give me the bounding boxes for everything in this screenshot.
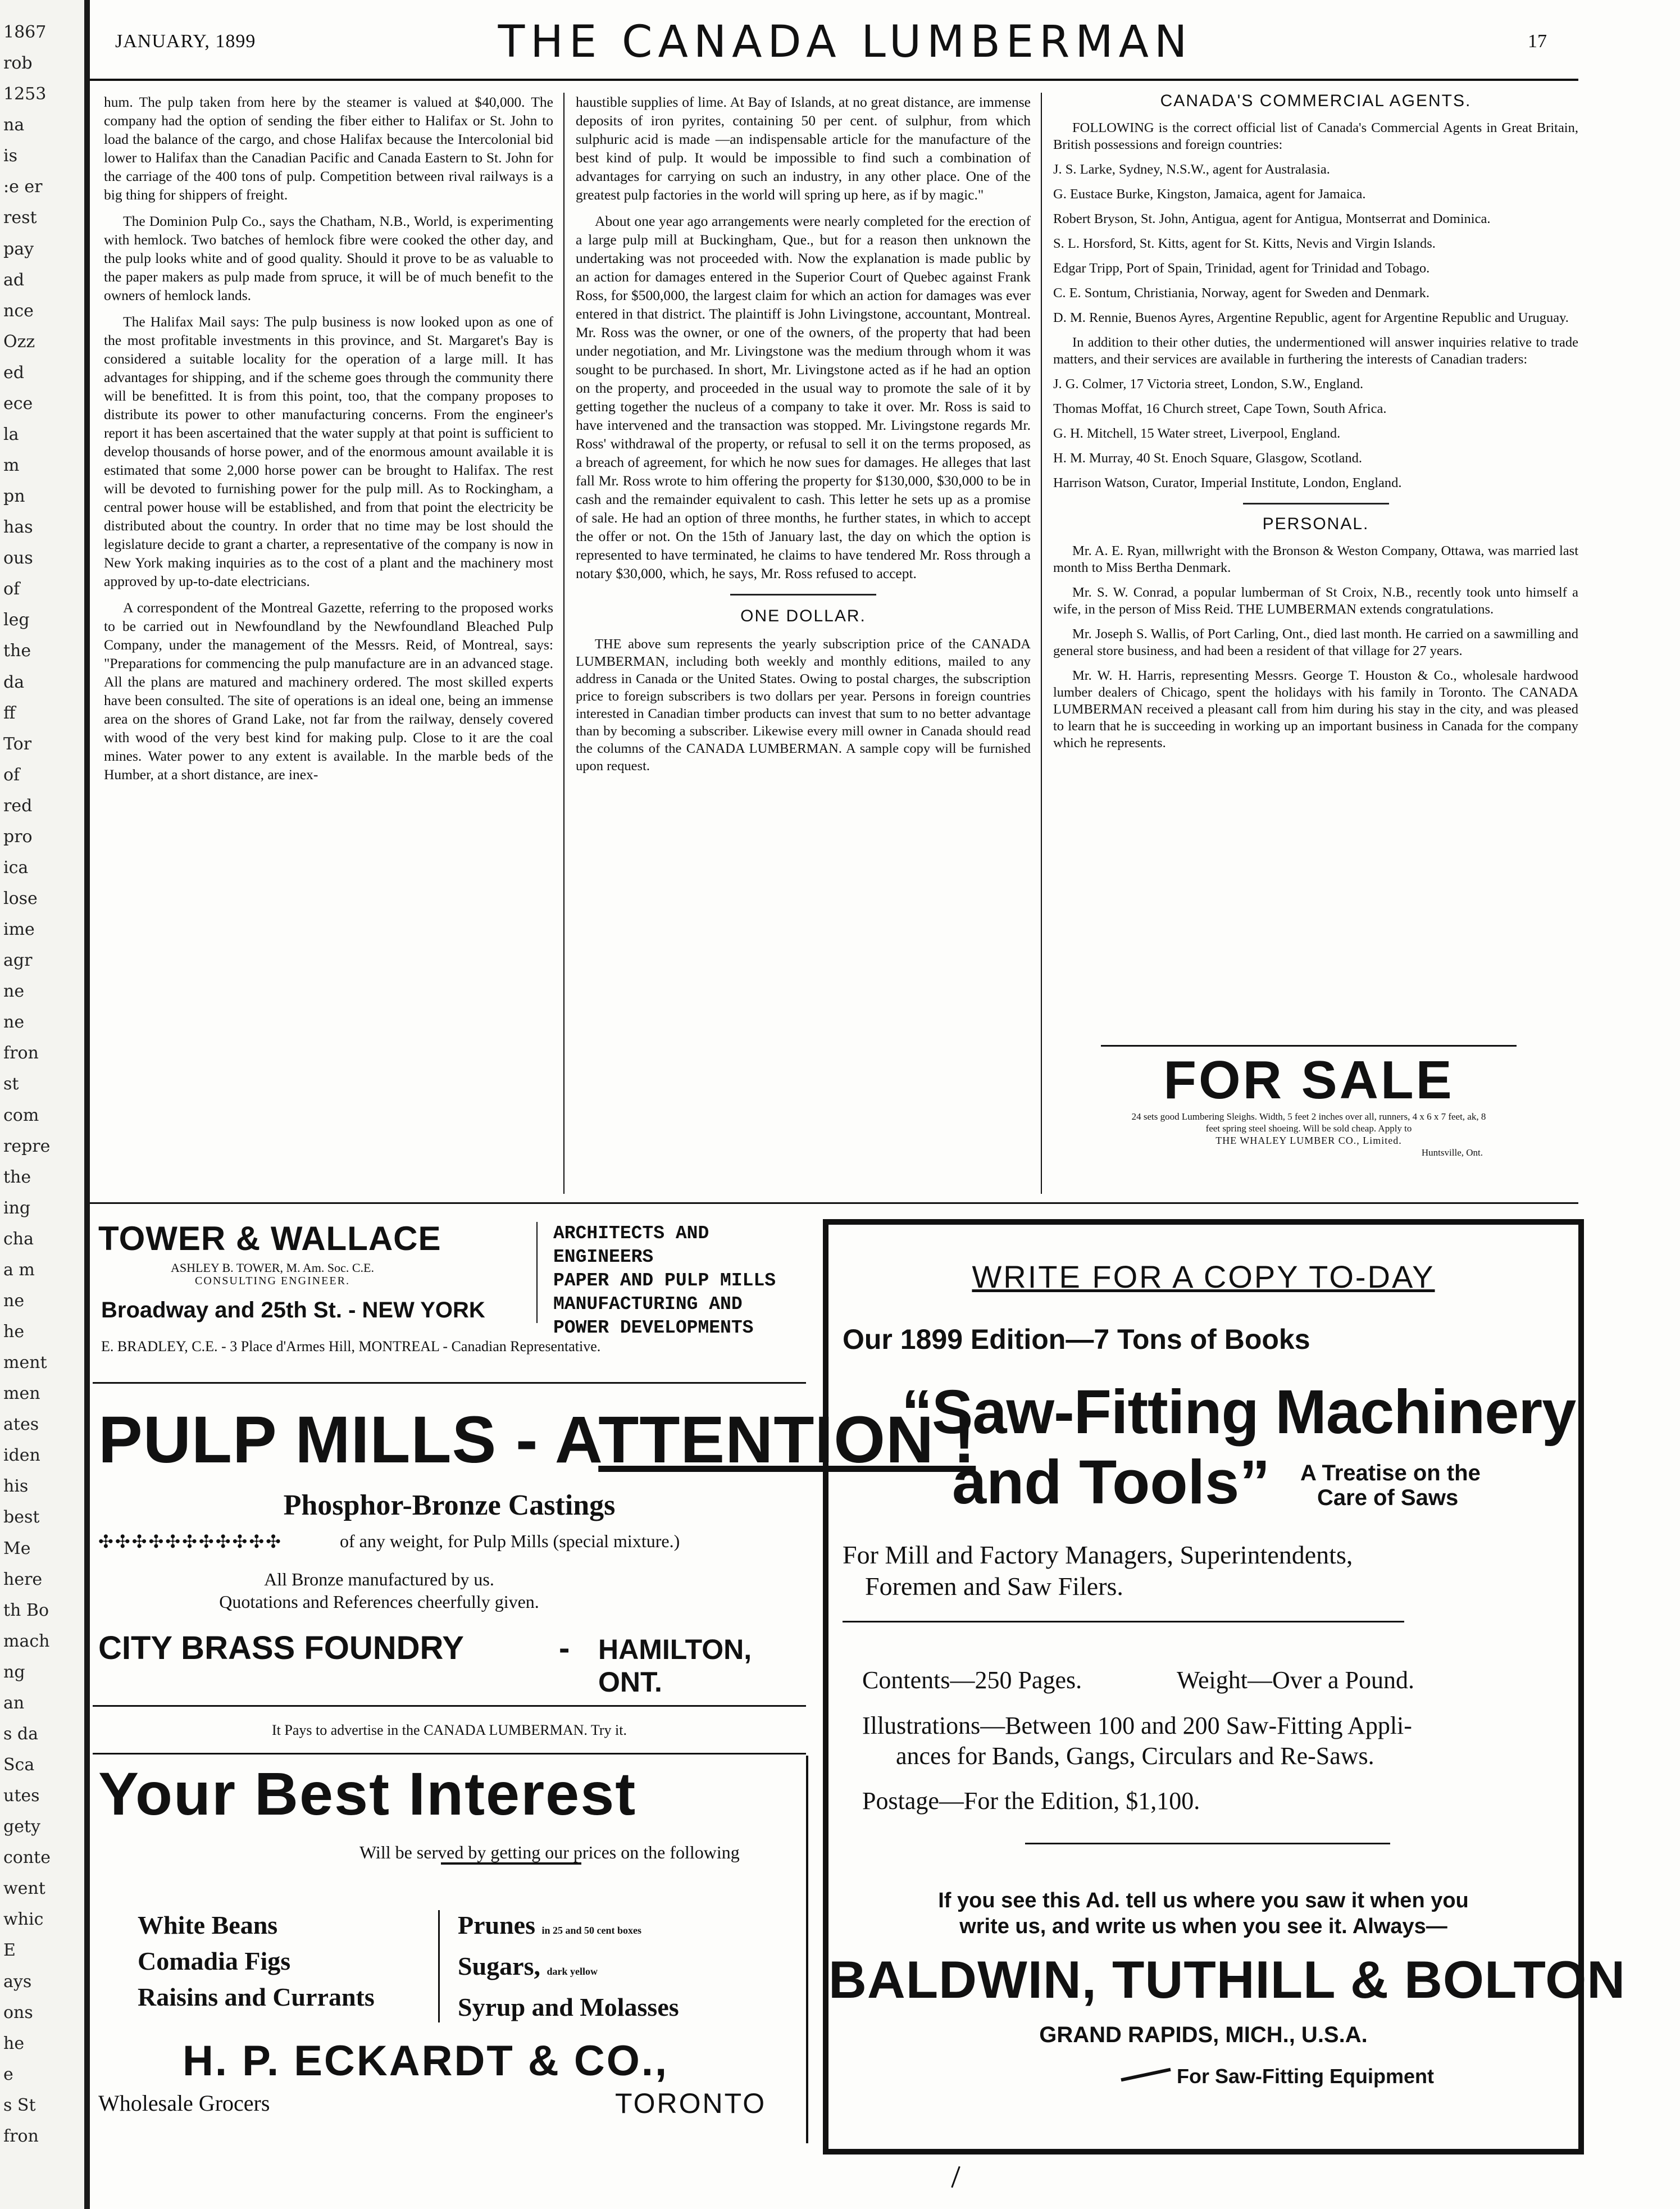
stray-mark — [951, 2166, 960, 2188]
binding-text-fragment: he — [3, 2033, 25, 2053]
binding-text-fragment: ed — [3, 362, 24, 383]
baldwin-company: BALDWIN, TUTHILL & BOLTON — [828, 1950, 1626, 2009]
baldwin-weight: Weight—Over a Pound. — [1177, 1666, 1414, 1694]
item-note: in 25 and 50 cent boxes — [541, 1925, 642, 1936]
binding-text-fragment: rob — [3, 53, 33, 74]
baldwin-write — [828, 1258, 1578, 1295]
binding-text-fragment: repre — [3, 1136, 51, 1156]
tower-sub2: CONSULTING ENGINEER. — [195, 1275, 350, 1287]
if-line: write us, and write us when you see it. Always— — [959, 1915, 1447, 1938]
paragraph: The Halifax Mail says: The pulp business is now looked upon as one of the most profitable investments in this province, and St. Margaret's Bay is considered a suitable locality for the operation of a large mill. It has advantages for shipping, and if the scheme goes through the community there will be benefitted. It is from this point, too, that the company proposes to distribute its power to other manufacturing concerns. From the engineer's report it has been ascertained that the water supply at that point is sufficient to develop thousands of horse power, and of the enormous amount available it is estimated that some 2,000 horse power can be brought to Halifax. The rest will be devoted to furnishing power for the pulp mill. As to Rockingham, a central power house will be established, and from that point the electricity be distributed about the country. In order that no time may be lost should the legislature decide to grant a charter, a representative of the company is now in New York making inquiries as to the cost of a plant and the machinery most approved by up-to-date electricians. — [104, 313, 553, 589]
baldwin-treatise — [1300, 1461, 1481, 1510]
binding-text-fragment: mach — [3, 1631, 50, 1651]
paragraph: Mr. Joseph S. Wallis, of Port Carling, Ont., died last month. He carried on a sawmilling and general store business, and had been a resident of that village for 27 years. — [1053, 626, 1578, 658]
paragraph: haustible supplies of lime. At Bay of Islands, at no great distance, are immense deposits of iron pyrites, containing 50 per cent. of sulphur, from which sulphuric acid is made —an indispensable article for the manufacture of the best kind of pulp. It would be impossible to find such a combination of advantages for carrying on such an industry, in any other place. One of the greatest pulp factories in the world will spring up here, as if by magic." — [576, 94, 1031, 203]
binding-text-fragment: he — [3, 1322, 25, 1342]
binding-text-fragment: ous — [3, 548, 33, 569]
for-sale-place: Huntsville, Ont. — [1421, 1147, 1483, 1158]
divider — [438, 1910, 440, 2022]
rule — [93, 1753, 806, 1755]
binding-text-fragment: best — [3, 1507, 40, 1528]
page-number: 17 — [1528, 31, 1547, 52]
binding-text-fragment: whic — [3, 1910, 44, 1930]
binding-text-fragment: an — [3, 1693, 25, 1713]
interest-city: TORONTO — [615, 2088, 767, 2119]
for-sale-text: 24 sets good Lumbering Sleighs. Width, 5 feet 2 inches over all, runners, 4 x 6 x 7 feet, ak, 8 feet spring steel shoeing. Will be sold cheap. Apply to — [1131, 1111, 1486, 1134]
paragraph: About one year ago arrangements were nearly completed for the erection of a large pulp mill at Buckingham, Que., but for a reason then unknown the undertaking was not proceeded with. Now the explanation is made public by an action for damages entered in the Superior Court of Quebec against Frank Ross, for $500,000, the largest claim for which an action for damages was ever entered in that district. The plaintiff is John Livingstone, accountant, Montreal. Mr. Ross was the owner, or one of the owners, of the property that had been under negotiation, and Mr. Livingstone was the medium through whom it was sought to be purchased. In short, Mr. Livingstone acted as if he had an option on the property, and proceeded in the usual way to promote the sale of it by getting together the nucleus of a company to take it over. Mr. Ross is said to have intervened and the transaction was stopped. Mr. Livingstone regards Mr. Ross' withdrawal of the property, or refusal to sell it on the terms proposed, as a breach of agreement, for which he now sues for damages. He alleges that last fall Mr. Ross wrote to him offering the property for $130,000, $30,000 to be in cash and the remainder equivalent to cash. This letter he sets up as a promise of sale. He had an option of three months, he further states, in which to accept the offer or not. On the 15th of January last, the day on which the option is represented to have terminated, he claims to have tendered Mr. Ross through a notary $30,000, which, he says, Mr. Ross refused to accept. — [576, 213, 1031, 581]
binding-text-fragment: la — [3, 424, 19, 444]
agents-list-2 — [1053, 376, 1578, 492]
rule — [1025, 1843, 1390, 1844]
column-2 — [576, 93, 1031, 783]
binding-text-fragment: st — [3, 1074, 19, 1094]
service-line: MANUFACTURING AND — [553, 1294, 743, 1315]
baldwin-city: GRAND RAPIDS, MICH., U.S.A. — [1039, 2022, 1368, 2047]
baldwin-title1: “Saw-Fitting Machinery — [902, 1378, 1576, 1447]
baldwin-illus — [862, 1711, 1412, 1771]
binding-text-fragment: men — [3, 1384, 40, 1404]
list-item: Raisins and Currants — [138, 1983, 375, 2011]
rule — [843, 1621, 1404, 1622]
column-rule — [563, 93, 564, 1194]
agents-addition: In addition to their other duties, the undermentioned will answer inquiries relative to trade matters, and their services are available in furthering the interests of Canadian traders: — [1053, 335, 1578, 367]
binding-text-fragment: ons — [3, 2002, 33, 2022]
pulp-city: HAMILTON, ONT. — [598, 1634, 752, 1698]
baldwin-for — [843, 1539, 1353, 1602]
list-item: S. L. Horsford, St. Kitts, agent for St. Kitts, Nevis and Virgin Islands. — [1053, 236, 1436, 251]
list-item: C. E. Sontum, Christiania, Norway, agent for Sweden and Denmark. — [1053, 285, 1429, 301]
binding-text-fragment: 1867 — [3, 22, 47, 42]
binding-text-fragment: ne — [3, 1290, 25, 1311]
write-line: WRITE FOR A COPY TO-DAY — [972, 1259, 1435, 1294]
binding-text-fragment: th Bo — [3, 1600, 49, 1620]
for-line: For Mill and Factory Managers, Superintendents, — [843, 1540, 1353, 1569]
binding-edge — [0, 0, 90, 2209]
list-item: Comadia Figs — [138, 1947, 291, 1975]
binding-text-fragment: agr — [3, 951, 33, 971]
binding-text-fragment: Me — [3, 1538, 31, 1558]
binding-text-fragment: Tor — [3, 734, 32, 754]
service-line: POWER DEVELOPMENTS — [553, 1317, 754, 1338]
treatise-line: A Treatise on the — [1300, 1461, 1481, 1485]
treatise-line: Care of Saws — [1317, 1485, 1459, 1510]
masthead-title: THE CANADA LUMBERMAN — [498, 17, 1193, 67]
list-item: G. Eustace Burke, Kingston, Jamaica, agent for Jamaica. — [1053, 187, 1366, 202]
interest-left-list — [138, 1907, 375, 2015]
ad-best-interest — [93, 1756, 808, 2143]
for-line: Foremen and Saw Filers. — [865, 1572, 1123, 1601]
binding-text-fragment: his — [3, 1476, 29, 1497]
divider — [730, 594, 876, 596]
for-sale-company: THE WHALEY LUMBER CO., Limited. — [1215, 1135, 1402, 1146]
baldwin-footer: For Saw-Fitting Equipment — [1177, 2065, 1434, 2088]
column-3 — [1053, 93, 1578, 760]
ads-rule — [90, 1202, 1578, 1204]
column-rule — [1041, 93, 1042, 1194]
binding-text-fragment: the — [3, 641, 31, 661]
binding-text-fragment: s St — [3, 2095, 36, 2115]
item-label: Syrup and Molasses — [458, 1993, 679, 2021]
agents-list — [1053, 161, 1578, 326]
one-dollar-text: THE above sum represents the yearly subscription price of the CANADA LUMBERMAN, including both weekly and monthly editions, mailed to any address in Canada or the United States. Owing to postal charges, the subscription price to foreign subscribers is two dollars per year. Persons in foreign countries interested in Canadian timber products can invest that sum to no better advantage than by becoming a subscriber. Likewise every mill owner in Canada should read the columns of the CANADA LUMBERMAN. A sample copy will be furnished upon request. — [576, 637, 1031, 774]
binding-text-fragment: the — [3, 1167, 31, 1187]
binding-text-fragment: is — [3, 146, 17, 166]
binding-text-fragment: a m — [3, 1260, 35, 1280]
list-item: White Beans — [138, 1911, 278, 1939]
divider — [1243, 503, 1389, 504]
paragraph: Mr. S. W. Conrad, a popular lumberman of St Croix, N.B., recently took unto himself a wife, in the person of Miss Reid. THE LUMBERMAN extends congratulations. — [1053, 585, 1578, 617]
agents-heading: CANADA'S COMMERCIAL AGENTS. — [1160, 92, 1472, 110]
baldwin-contents: Contents—250 Pages. — [862, 1666, 1082, 1694]
binding-text-fragment: nce — [3, 301, 34, 321]
binding-text-fragment: ne — [3, 981, 25, 1002]
headline-part: TTENTION ! — [598, 1403, 976, 1477]
binding-text-fragment: lose — [3, 889, 38, 909]
binding-text-fragment: red — [3, 796, 33, 816]
list-item: H. M. Murray, 40 St. Enoch Square, Glasgow, Scotland. — [1053, 451, 1363, 466]
tower-services — [553, 1222, 806, 1340]
agents-intro: FOLLOWING is the correct official list of Canada's Commercial Agents in Great Britain, British possessions and foreign countries: — [1053, 120, 1578, 152]
illus-line: Illustrations—Between 100 and 200 Saw-Fitting Appli- — [862, 1712, 1412, 1739]
header-rule — [90, 79, 1578, 81]
tower-address: Broadway and 25th St. - NEW YORK — [101, 1298, 485, 1322]
list-item: D. M. Rennie, Buenos Ayres, Argentine Republic, agent for Argentine Republic and Uruguay. — [1053, 310, 1569, 325]
if-line: If you see this Ad. tell us where you saw it when you — [938, 1889, 1469, 1912]
list-item — [458, 1907, 679, 1948]
interest-headline: Your Best Interest — [98, 1760, 637, 1828]
personal-heading: PERSONAL. — [1262, 515, 1369, 533]
interest-right-list — [458, 1907, 679, 2025]
pointer-rule — [441, 1862, 581, 1865]
pulp-foundry: CITY BRASS FOUNDRY — [98, 1630, 464, 1666]
pays-line: It Pays to advertise in the CANADA LUMBERMAN. Try it. — [272, 1722, 627, 1738]
list-item — [458, 1989, 679, 2025]
binding-text-fragment: ica — [3, 857, 29, 878]
paragraph: The Dominion Pulp Co., says the Chatham, N.B., World, is experimenting with hemlock. Two batches of hemlock fibre were cooked the other day, and the pulp looks white and of good quality. Should it prove to be as valuable to the paper makers as pulp made from spruce, it will be of much benefit to the owners of hemlock lands. — [104, 213, 553, 303]
binding-text-fragment: ff — [3, 703, 16, 723]
interest-company: H. P. ECKARDT & CO., — [183, 2037, 669, 2085]
binding-text-fragment: E — [3, 1940, 16, 1961]
pulp-line2: Quotations and References cheerfully given. — [219, 1592, 539, 1612]
headline-part: PULP MILLS - A — [98, 1403, 599, 1477]
binding-text-fragment: ne — [3, 1012, 25, 1033]
binding-text-fragment: Sca — [3, 1755, 35, 1775]
binding-text-fragment: ays — [3, 1971, 32, 1992]
paragraph: Mr. A. E. Ryan, millwright with the Bronson & Weston Company, Ottawa, was married last month to Miss Bertha Denmark. — [1053, 543, 1578, 575]
baldwin-title2: and Tools” — [952, 1448, 1271, 1517]
binding-text-fragment: ng — [3, 1662, 25, 1682]
binding-text-fragment: e — [3, 2064, 13, 2084]
header-date: JANUARY, 1899 — [115, 31, 256, 52]
for-sale-heading: FOR SALE — [1163, 1050, 1454, 1110]
pointing-hand-icon — [1121, 2068, 1171, 2082]
pulp-castings: Phosphor-Bronze Castings — [283, 1489, 616, 1521]
baldwin-postage: Postage—For the Edition, $1,100. — [862, 1787, 1200, 1815]
tower-rep: E. BRADLEY, C.E. - 3 Place d'Armes Hill, MONTREAL - Canadian Representative. — [101, 1338, 601, 1355]
binding-text-fragment: ment — [3, 1353, 47, 1373]
binding-text-fragment: pay — [3, 239, 34, 259]
pulp-stars: ✣✣✣✣✣✣✣✣✣✣✣ — [98, 1531, 283, 1552]
binding-text-fragment: ing — [3, 1198, 31, 1218]
list-item: J. S. Larke, Sydney, N.S.W., agent for Australasia. — [1053, 162, 1330, 177]
service-line: PAPER AND PULP MILLS — [553, 1270, 776, 1291]
binding-text-fragment: cha — [3, 1229, 34, 1249]
illus-line: ances for Bands, Gangs, Circulars and Re-Saws. — [896, 1742, 1374, 1770]
list-item: G. H. Mitchell, 15 Water street, Liverpool, England. — [1053, 426, 1341, 441]
ad-tower-wallace — [93, 1213, 806, 1384]
column-1 — [104, 93, 553, 792]
binding-text-fragment: has — [3, 517, 33, 538]
item-label: Prunes — [458, 1911, 535, 1939]
binding-text-fragment: na — [3, 115, 25, 135]
baldwin-if — [828, 1888, 1578, 1939]
binding-text-fragment: fron — [3, 2126, 39, 2146]
binding-text-fragment: went — [3, 1879, 45, 1899]
pulp-line1: All Bronze manufactured by us. — [264, 1569, 494, 1589]
item-note: dark yellow — [547, 1966, 598, 1977]
binding-text-fragment: :e er — [3, 177, 43, 197]
ad-baldwin — [823, 1219, 1626, 2155]
for-sale-ad — [1101, 1045, 1517, 1158]
binding-text-fragment: utes — [3, 1786, 40, 1806]
divider — [536, 1222, 538, 1323]
item-label: Sugars, — [458, 1952, 540, 1980]
binding-text-fragment: ime — [3, 920, 35, 940]
list-item: Edgar Tripp, Port of Spain, Trinidad, agent for Trinidad and Tobago. — [1053, 261, 1430, 276]
binding-text-fragment: here — [3, 1569, 43, 1589]
binding-text-fragment: pro — [3, 826, 33, 847]
baldwin-edition: Our 1899 Edition—7 Tons of Books — [843, 1324, 1310, 1355]
list-item: Thomas Moffat, 16 Church street, Cape Town, South Africa. — [1053, 401, 1387, 416]
binding-text-fragment: Ozz — [3, 331, 35, 352]
binding-text-fragment: m — [3, 456, 20, 475]
binding-text-fragment: ad — [3, 270, 25, 290]
paragraph: A correspondent of the Montreal Gazette, referring to the proposed works to be carried out in Newfoundland by the Newfoundland Bleached Pulp Company, under the management of the Messrs. Reid, of Montreal, says: "Preparations for commencing the pulp manufacture are in an advanced stage. All the plans are matured and machinery ordered. The most skilled experts have been consulted. The site of operations is an ideal one, being an immense area on the shores of Grand Lake, not far from the railway, densely covered with wood of the very best kind for making pulp. Close to it are the coal mines. Water power to any extent is available. In the marble beds of the Humber, at a short distance, are inex- — [104, 599, 553, 783]
tower-name: TOWER & WALLACE — [98, 1220, 441, 1257]
list-item: Robert Bryson, St. John, Antigua, agent for Antigua, Montserrat and Dominica. — [1053, 211, 1491, 226]
binding-text-fragment: pn — [3, 487, 25, 507]
binding-text-fragment: of — [3, 579, 20, 599]
binding-text-fragment: rest — [3, 208, 37, 228]
binding-text-fragment: of — [3, 765, 20, 785]
binding-text-fragment: fron — [3, 1043, 39, 1063]
paragraph: Mr. W. H. Harris, representing Messrs. George T. Houston & Co., wholesale hardwood lumber dealers of Chicago, spent the holidays with his family in Toronto. The CANADA LUMBERMAN received a pleasant call from him during his stay in the city, and was pleased to learn that he is succeeding in working up an important business in Canada for the company which he represents. — [1053, 668, 1578, 751]
binding-text-fragment: com — [3, 1105, 39, 1125]
interest-sub: Will be served by getting our prices on the following — [359, 1842, 740, 1862]
pulp-dash: - — [559, 1630, 570, 1666]
one-dollar-heading: ONE DOLLAR. — [740, 607, 866, 625]
service-line: ARCHITECTS AND ENGINEERS — [553, 1223, 709, 1267]
list-item — [458, 1948, 679, 1989]
interest-kind: Wholesale Grocers — [98, 2090, 270, 2116]
binding-text-fragment: gety — [3, 1817, 40, 1837]
binding-text-fragment: iden — [3, 1446, 40, 1466]
binding-text-fragment: ece — [3, 393, 33, 413]
list-item: Harrison Watson, Curator, Imperial Institute, London, England. — [1053, 475, 1402, 490]
binding-text-fragment: da — [3, 672, 25, 692]
binding-text-fragment: conte — [3, 1848, 51, 1868]
list-item: J. G. Colmer, 17 Victoria street, London, S.W., England. — [1053, 376, 1364, 392]
pulp-weight: of any weight, for Pulp Mills (special mixture.) — [340, 1531, 680, 1551]
binding-text-fragment: leg — [3, 610, 30, 630]
binding-text-fragment: 1253 — [3, 84, 47, 104]
paragraph: hum. The pulp taken from here by the steamer is valued at $40,000. The company had the option of sending the fiber either to Halifax or St. John to load the balance of the cargo, and chose Halifax because the Intercolonial bid lower to Halifax than the Canadian Pacific and Canada Eastern to St. John for the carriage of the 400 tons of pulp. Competition between rival railways is a big thing for shippers of freight. — [104, 94, 553, 203]
binding-text-fragment: ates — [3, 1415, 39, 1435]
binding-text-fragment: s da — [3, 1724, 39, 1744]
tower-sub1: ASHLEY B. TOWER, M. Am. Soc. C.E. — [170, 1261, 374, 1275]
